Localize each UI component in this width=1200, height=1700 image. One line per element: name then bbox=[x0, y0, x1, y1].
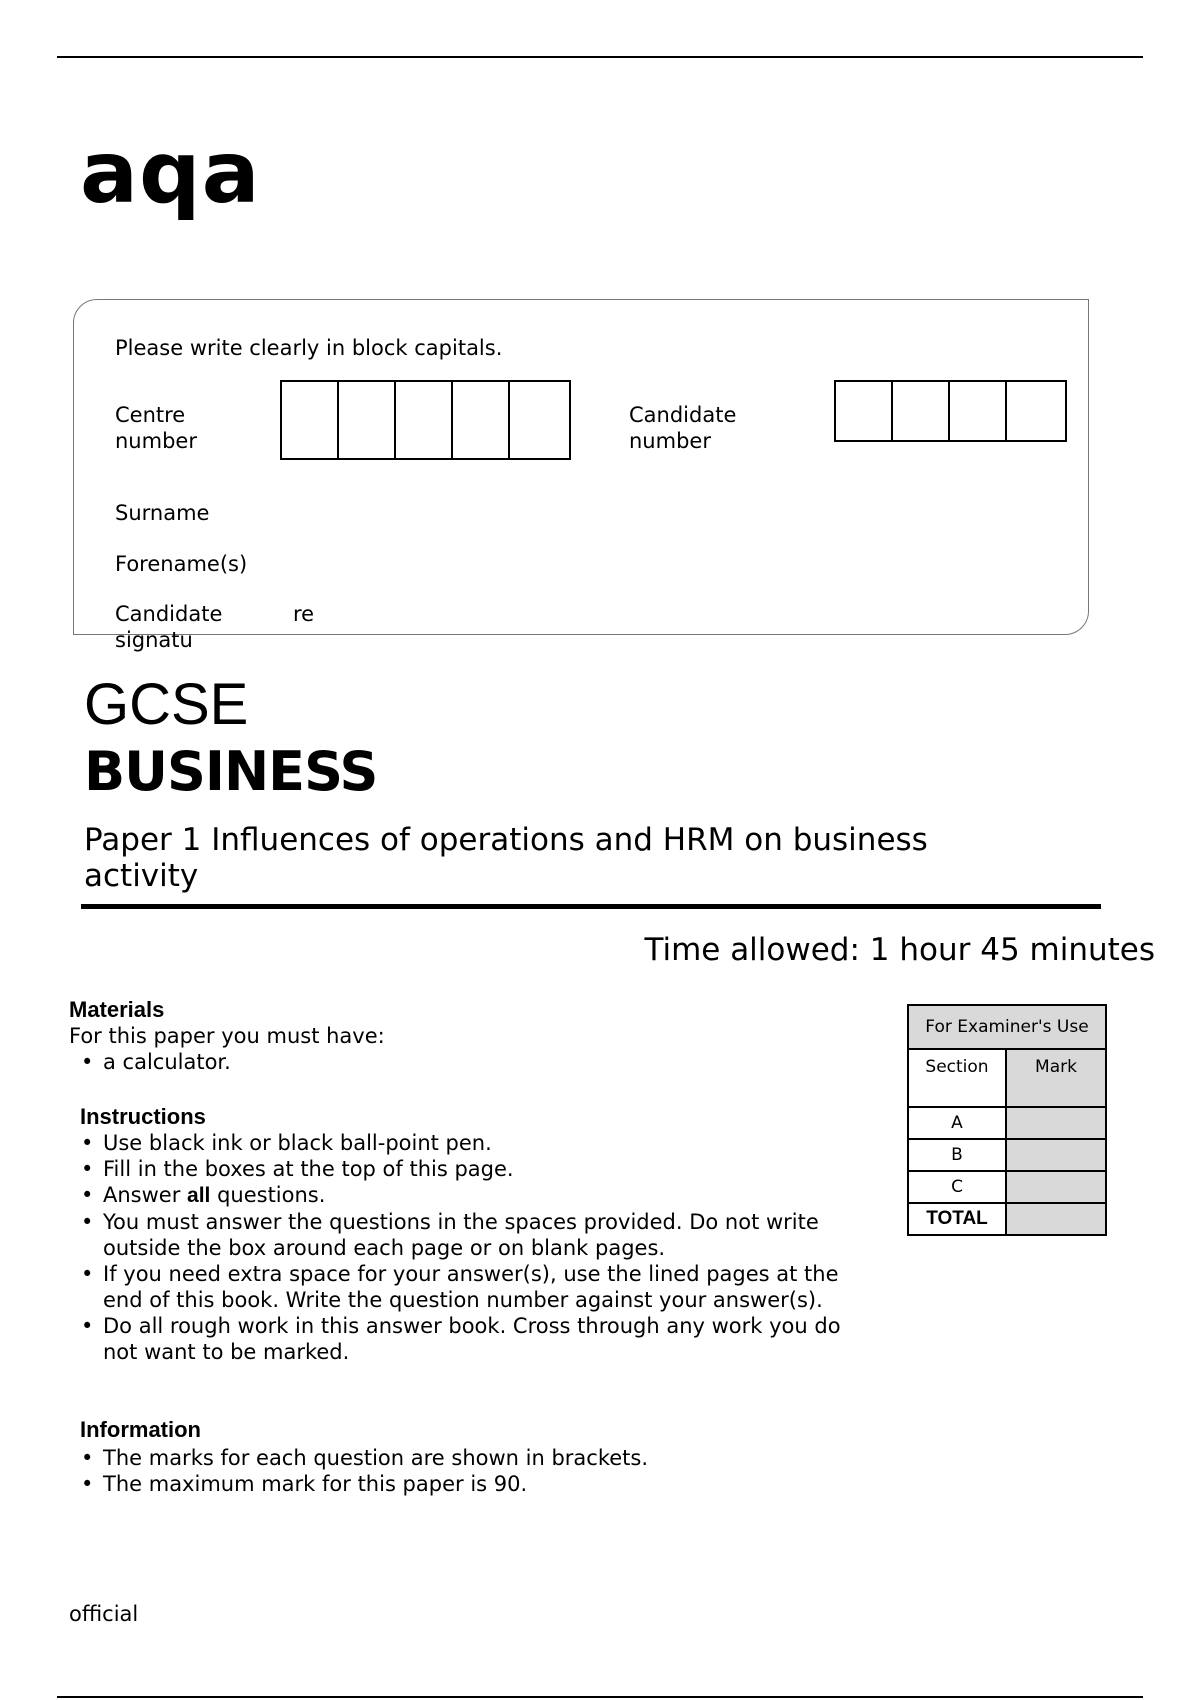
centre-number-digit-box[interactable] bbox=[339, 382, 396, 458]
total-label: TOTAL bbox=[908, 1203, 1006, 1235]
materials-intro: For this paper you must have: bbox=[69, 1024, 385, 1048]
footer-classification: official bbox=[69, 1602, 139, 1626]
list-item: • You must answer the questions in the spaces provided. Do not write outside the box around each page or on blank pages. bbox=[79, 1209, 844, 1261]
list-item: • The marks for each question are shown in brackets. bbox=[79, 1445, 844, 1471]
signature-label-line1: Candidate bbox=[115, 602, 223, 626]
centre-number-digit-box[interactable] bbox=[510, 382, 567, 458]
centre-number-boxes[interactable] bbox=[280, 380, 571, 460]
centre-number-digit-box[interactable] bbox=[453, 382, 510, 458]
answer-all-after: questions. bbox=[210, 1183, 326, 1207]
instructions-heading: Instructions bbox=[80, 1104, 206, 1129]
candidate-number-digit-box[interactable] bbox=[893, 382, 950, 440]
information-heading: Information bbox=[80, 1417, 201, 1442]
signature-label-line2: signatu bbox=[115, 628, 193, 652]
list-item: • The maximum mark for this paper is 90. bbox=[79, 1471, 844, 1497]
examiners-use-table bbox=[907, 1004, 1107, 1236]
list-item bbox=[79, 1182, 844, 1209]
top-rule bbox=[57, 56, 1143, 58]
section-label: C bbox=[908, 1171, 1006, 1203]
candidate-number-label: Candidate number bbox=[629, 403, 737, 453]
candidate-number-digit-box[interactable] bbox=[1007, 382, 1064, 440]
block-capitals-instruction: Please write clearly in block capitals. bbox=[115, 336, 503, 360]
centre-number-label: Centre number bbox=[115, 403, 197, 453]
answer-all-emphasis: all bbox=[187, 1184, 211, 1207]
instructions-list bbox=[79, 1130, 844, 1365]
signature-label-fragment: re bbox=[293, 602, 315, 626]
list-item: • Fill in the boxes at the top of this page. bbox=[79, 1156, 844, 1182]
surname-label: Surname bbox=[115, 501, 210, 525]
mark-cell bbox=[1006, 1107, 1106, 1139]
materials-list bbox=[79, 1049, 819, 1075]
list-item: • Use black ink or black ball-point pen. bbox=[79, 1130, 844, 1156]
candidate-number-boxes[interactable] bbox=[834, 380, 1067, 442]
aqa-logo: aqa bbox=[80, 123, 261, 223]
forename-label: Forename(s) bbox=[115, 552, 248, 576]
qualification-title: GCSE bbox=[84, 672, 249, 737]
section-label: B bbox=[908, 1139, 1006, 1171]
candidate-number-digit-box[interactable] bbox=[836, 382, 893, 440]
centre-number-digit-box[interactable] bbox=[282, 382, 339, 458]
candidate-number-digit-box[interactable] bbox=[950, 382, 1007, 440]
mark-cell bbox=[1006, 1171, 1106, 1203]
list-item: • If you need extra space for your answer(s), use the lined pages at the end of this book. Write the question number against your answer(s). bbox=[79, 1261, 844, 1313]
mark-column-header: Mark bbox=[1006, 1049, 1106, 1107]
mark-cell bbox=[1006, 1139, 1106, 1171]
information-list bbox=[79, 1445, 844, 1497]
paper-title: Paper 1 Influences of operations and HRM on business activity bbox=[84, 822, 928, 894]
title-rule bbox=[81, 904, 1101, 909]
examiners-use-header: For Examiner's Use bbox=[908, 1005, 1106, 1049]
time-allowed: Time allowed: 1 hour 45 minutes bbox=[644, 932, 1155, 968]
answer-all-before: Answer bbox=[103, 1183, 188, 1207]
materials-heading: Materials bbox=[69, 997, 165, 1022]
bottom-rule bbox=[57, 1696, 1143, 1698]
total-mark-cell bbox=[1006, 1203, 1106, 1235]
section-label: A bbox=[908, 1107, 1006, 1139]
list-item: • a calculator. bbox=[79, 1049, 819, 1075]
centre-number-digit-box[interactable] bbox=[396, 382, 453, 458]
section-column-header: Section bbox=[908, 1049, 1006, 1107]
list-item: • Do all rough work in this answer book. Cross through any work you do not want to be marked. bbox=[79, 1313, 844, 1365]
subject-title: BUSINESS bbox=[84, 740, 378, 803]
